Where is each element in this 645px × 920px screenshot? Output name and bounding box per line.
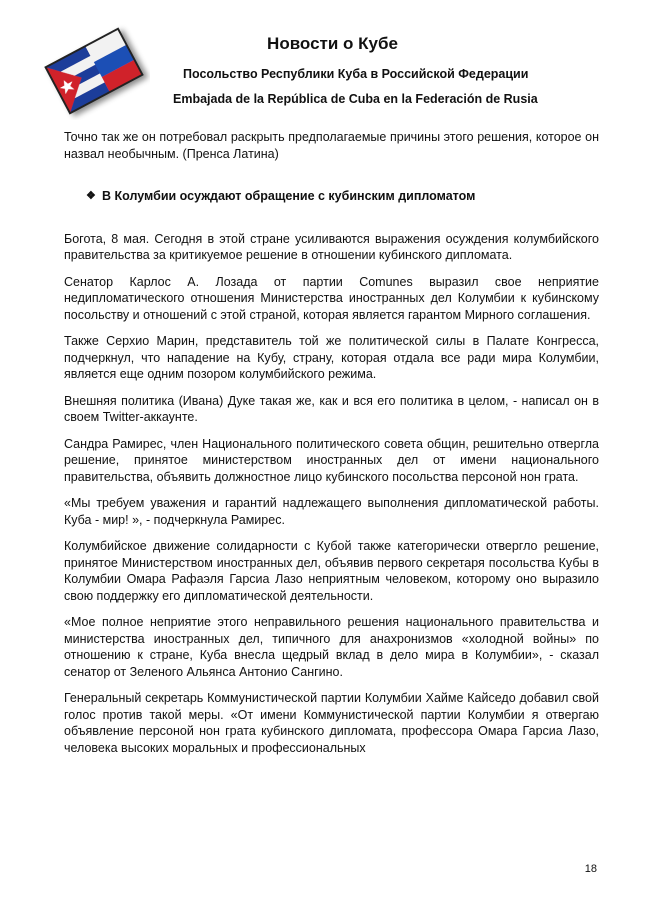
- paragraph: Внешняя политика (Ивана) Дуке такая же, как и вся его политика в целом, - написал он в своем Twitter-аккаунте.: [64, 393, 599, 424]
- section-heading: [64, 188, 599, 205]
- page-number: 18: [584, 863, 597, 875]
- page-title: Новости о Кубе: [267, 34, 398, 53]
- paragraph: Сандра Рамирес, член Национального политического совета общин, решительно отвергла решение, принятое министерством иностранных дел от имени национального правительства, объявить должностное лицо кубинского посольства персоной нон грата.: [64, 436, 599, 484]
- paragraph: Колумбийское движение солидарности с Кубой также категорически отвергло решение, принятое Министерством иностранных дел, объявив первого секретаря посольства Кубы в Колумбии Омара Рафаэля Гарсиа Лазо неприятным человеком, которому оно выразило свою поддержку его дипломатической деятельности.: [64, 539, 599, 603]
- paragraph: Также Серхио Марин, представитель той же политической силы в Палате Конгресса, подчеркнул, что нападение на Кубу, страну, которая отдала все ради мира Колумбии, является еще одним позором колумбийского режима.: [64, 334, 599, 381]
- diamond-bullet-icon: ❖: [86, 190, 96, 202]
- embassy-name-es: Embajada de la República de Cuba en la Federación de Rusia: [173, 92, 538, 106]
- intro-paragraph: Точно так же он потребовал раскрыть предполагаемые причины этого решения, которое он назвал необычным. (Пренса Латина): [64, 130, 599, 161]
- paragraph: Богота, 8 мая. Сегодня в этой стране усиливаются выражения осуждения колумбийского правительства за критикуемое решение в отношении кубинского дипломата.: [64, 231, 599, 262]
- embassy-name-ru: Посольство Республики Куба в Российской Федерации: [183, 67, 529, 81]
- section-title: В Колумбии осуждают обращение с кубинским дипломатом: [102, 189, 476, 203]
- paragraph: «Мы требуем уважения и гарантий надлежащего выполнения дипломатической работы. Куба - мир! », - подчеркнула Рамирес.: [64, 496, 599, 527]
- paragraph: «Мое полное неприятие этого неправильного решения национального правительства и министерства иностранных дел, типичного для анахронизмов «холодной войны» по отношению к стране, Куба внесла щедрый вклад в дело мира в Колумбии», - сказал сенатор от Зеленого Альянса Антонио Сангино.: [64, 615, 599, 679]
- paragraph: Сенатор Карлос А. Лозада от партии Comunes выразил свое неприятие недипломатического отношения Министерства иностранных дел Колумбии к кубинскому посольству и отношений с этой страной, которая является гарантом Мирного соглашения.: [64, 274, 599, 322]
- paragraph: Генеральный секретарь Коммунистической партии Колумбии Хайме Кайседо добавил свой голос против такой меры. «От имени Коммунистической партии Колумбии я отвергаю объявление персоной нон грата кубинского дипломата, профессора Омара Гарсиа Лазо, человека высоких моральных и профессиональных: [64, 691, 599, 755]
- article-body: [64, 129, 599, 766]
